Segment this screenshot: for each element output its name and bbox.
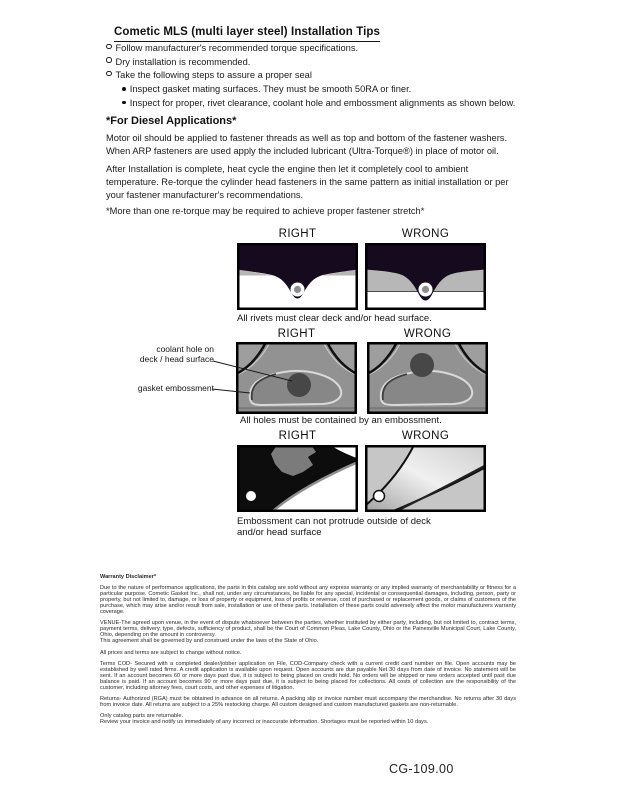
embossment-caption: Embossment can not protrude outside of deck and/or head surface [237, 516, 431, 538]
venue-text: VENUE-The agreed upon venue, in the event of dispute whatsoever between the parties, whether instituted by either party, including, but not limited to, contract terms, payment terms, delivery, type, defects, sufficiency of product, shall be the Court of Common Pleas, Lake County, Ohio or the Painesville Municipal Court, Lake County, Ohio, depending on the amount in controversy. [100, 620, 516, 639]
dot-bullet-icon [122, 87, 126, 91]
venue-paragraph [100, 621, 516, 645]
tip-item [106, 42, 515, 56]
bolt-hole-icon [246, 491, 256, 501]
tip-text: Take the following steps to assure a proper seal [115, 70, 312, 81]
legal-section [100, 575, 516, 732]
coolant-hole-wrong-diagram [367, 342, 488, 414]
tip-text: Follow manufacturer's recommended torque specifications. [115, 43, 359, 53]
page-number: CG-109.00 [389, 762, 454, 776]
circle-bullet-icon [106, 71, 112, 77]
dot-bullet-icon [122, 101, 126, 105]
wrong-label: WRONG [401, 430, 450, 442]
tip-item [106, 69, 515, 83]
gasket-embossment-callout: gasket embossment [137, 383, 214, 393]
prices-line: All prices and terms are subject to change without notice. [100, 649, 242, 656]
tip-text: Inspect gasket mating surfaces. They must be smooth 50RA or finer. [129, 84, 412, 95]
rivet-wrong-diagram [365, 243, 486, 310]
wrong-label: WRONG [403, 328, 452, 340]
installation-tips-list [106, 42, 515, 111]
page-title: Cometic MLS (multi layer steel) Installation Tips [114, 26, 380, 42]
holes-caption: All holes must be contained by an embossment. [240, 415, 442, 426]
embossment-right-diagram [237, 445, 358, 512]
terms-paragraph: Terms COD- Secured with a completed dealer/jobber application on File, COD-Company check with a current credit card number on file. Open accounts may be established by well rated firms. A credit application is available upon request. Open accounts are due payable Net 30 days from date of invoice. No statement will be sent. If an account becomes 60 or more days past due, it is subject to being placed on credit hold. No orders will be shipped or new orders accepted until past due balance is paid. If an account becomes 90 or more days past due, it is subject to being placed for collections. All costs of collection are the responsibility of the customer, including attorney fees, court costs, and other expenses of litigation. [100, 660, 516, 691]
diesel-heading: *For Diesel Applications* [106, 115, 237, 127]
diesel-paragraph-2: After Installation is complete, heat cycle the engine then let it completely cool to ambient temperature. Re-torque the cylinder head fasteners in the same pattern as initial installation or per your fastener manufacturer's recommendations. [106, 164, 509, 200]
retorque-note: *More than one re-torque may be required to achieve proper fastener stretch* [106, 206, 425, 216]
circle-bullet-icon [106, 44, 112, 50]
right-label: RIGHT [278, 228, 317, 240]
wrong-label: WRONG [401, 228, 450, 240]
tip-sub-item [122, 83, 515, 97]
callout-leader-lines [205, 342, 310, 402]
tip-sub-item [122, 97, 515, 111]
embossment-wrong-diagram [365, 445, 486, 512]
coolant-hole-icon [410, 353, 434, 377]
right-label: RIGHT [278, 430, 317, 442]
tip-text: Inspect for proper, rivet clearance, coolant hole and embossment alignments as shown below. [129, 97, 516, 108]
tip-item [106, 56, 515, 70]
warranty-paragraph: Due to the nature of performance applications, the parts in this catalog are sold without any express warranty or any implied warranty of merchantability or fitness for a particular purpose. Cometic Gasket Inc., shall not, under any circumstances, be liable for any special, incidental or consequential damages, including, person, party or property, but not limited to, damage, or loss of property or equipment, loss of profits or revenue, cost of purchased or replacement goods, or claims of customers of the purchase, which may arise and/or result from sale, installation or use of these parts. Installation of these parts could adversely affect the motor manufacturers warranty coverage. [100, 585, 516, 616]
catalog-paragraph [100, 714, 516, 726]
rivet-right-diagram [237, 243, 358, 310]
catalog-returnable-text: Only catalog parts are returnable. [100, 713, 184, 720]
right-label: RIGHT [277, 328, 316, 340]
rivet-caption: All rivets must clear deck and/or head surface. [237, 313, 432, 324]
diesel-paragraph-1: Motor oil should be applied to fastener threads as well as top and bottom of the fastener washers. When ARP fasteners are used apply the included lubricant (Ultra-Torque®) in place of motor oil. [106, 133, 508, 156]
bolt-hole-icon [374, 491, 385, 502]
returns-paragraph: Returns- Authorized (RGA) must be obtained in advance on all returns. A packing slip or invoice number must accompany the merchandise. No returns after 30 days from invoice date. All returns are subject to a 25% restocking charge. All custom designed and custom manufactured gaskets are non-returnable. [100, 696, 516, 708]
circle-bullet-icon [106, 57, 112, 63]
warranty-disclaimer-heading: Warranty Disclaimer* [100, 574, 157, 580]
governing-law-text: This agreement shall be governed by and construed under the laws of the State of Ohio. [100, 638, 319, 645]
tip-text: Dry installation is recommended. [115, 56, 251, 67]
coolant-hole-callout: coolant hole on deck / head surface [139, 344, 214, 364]
review-invoice-text: Review your invoice and notify us immediately of any incorrect or inaccurate information. Shortages must be reported within 10 days. [100, 719, 429, 726]
